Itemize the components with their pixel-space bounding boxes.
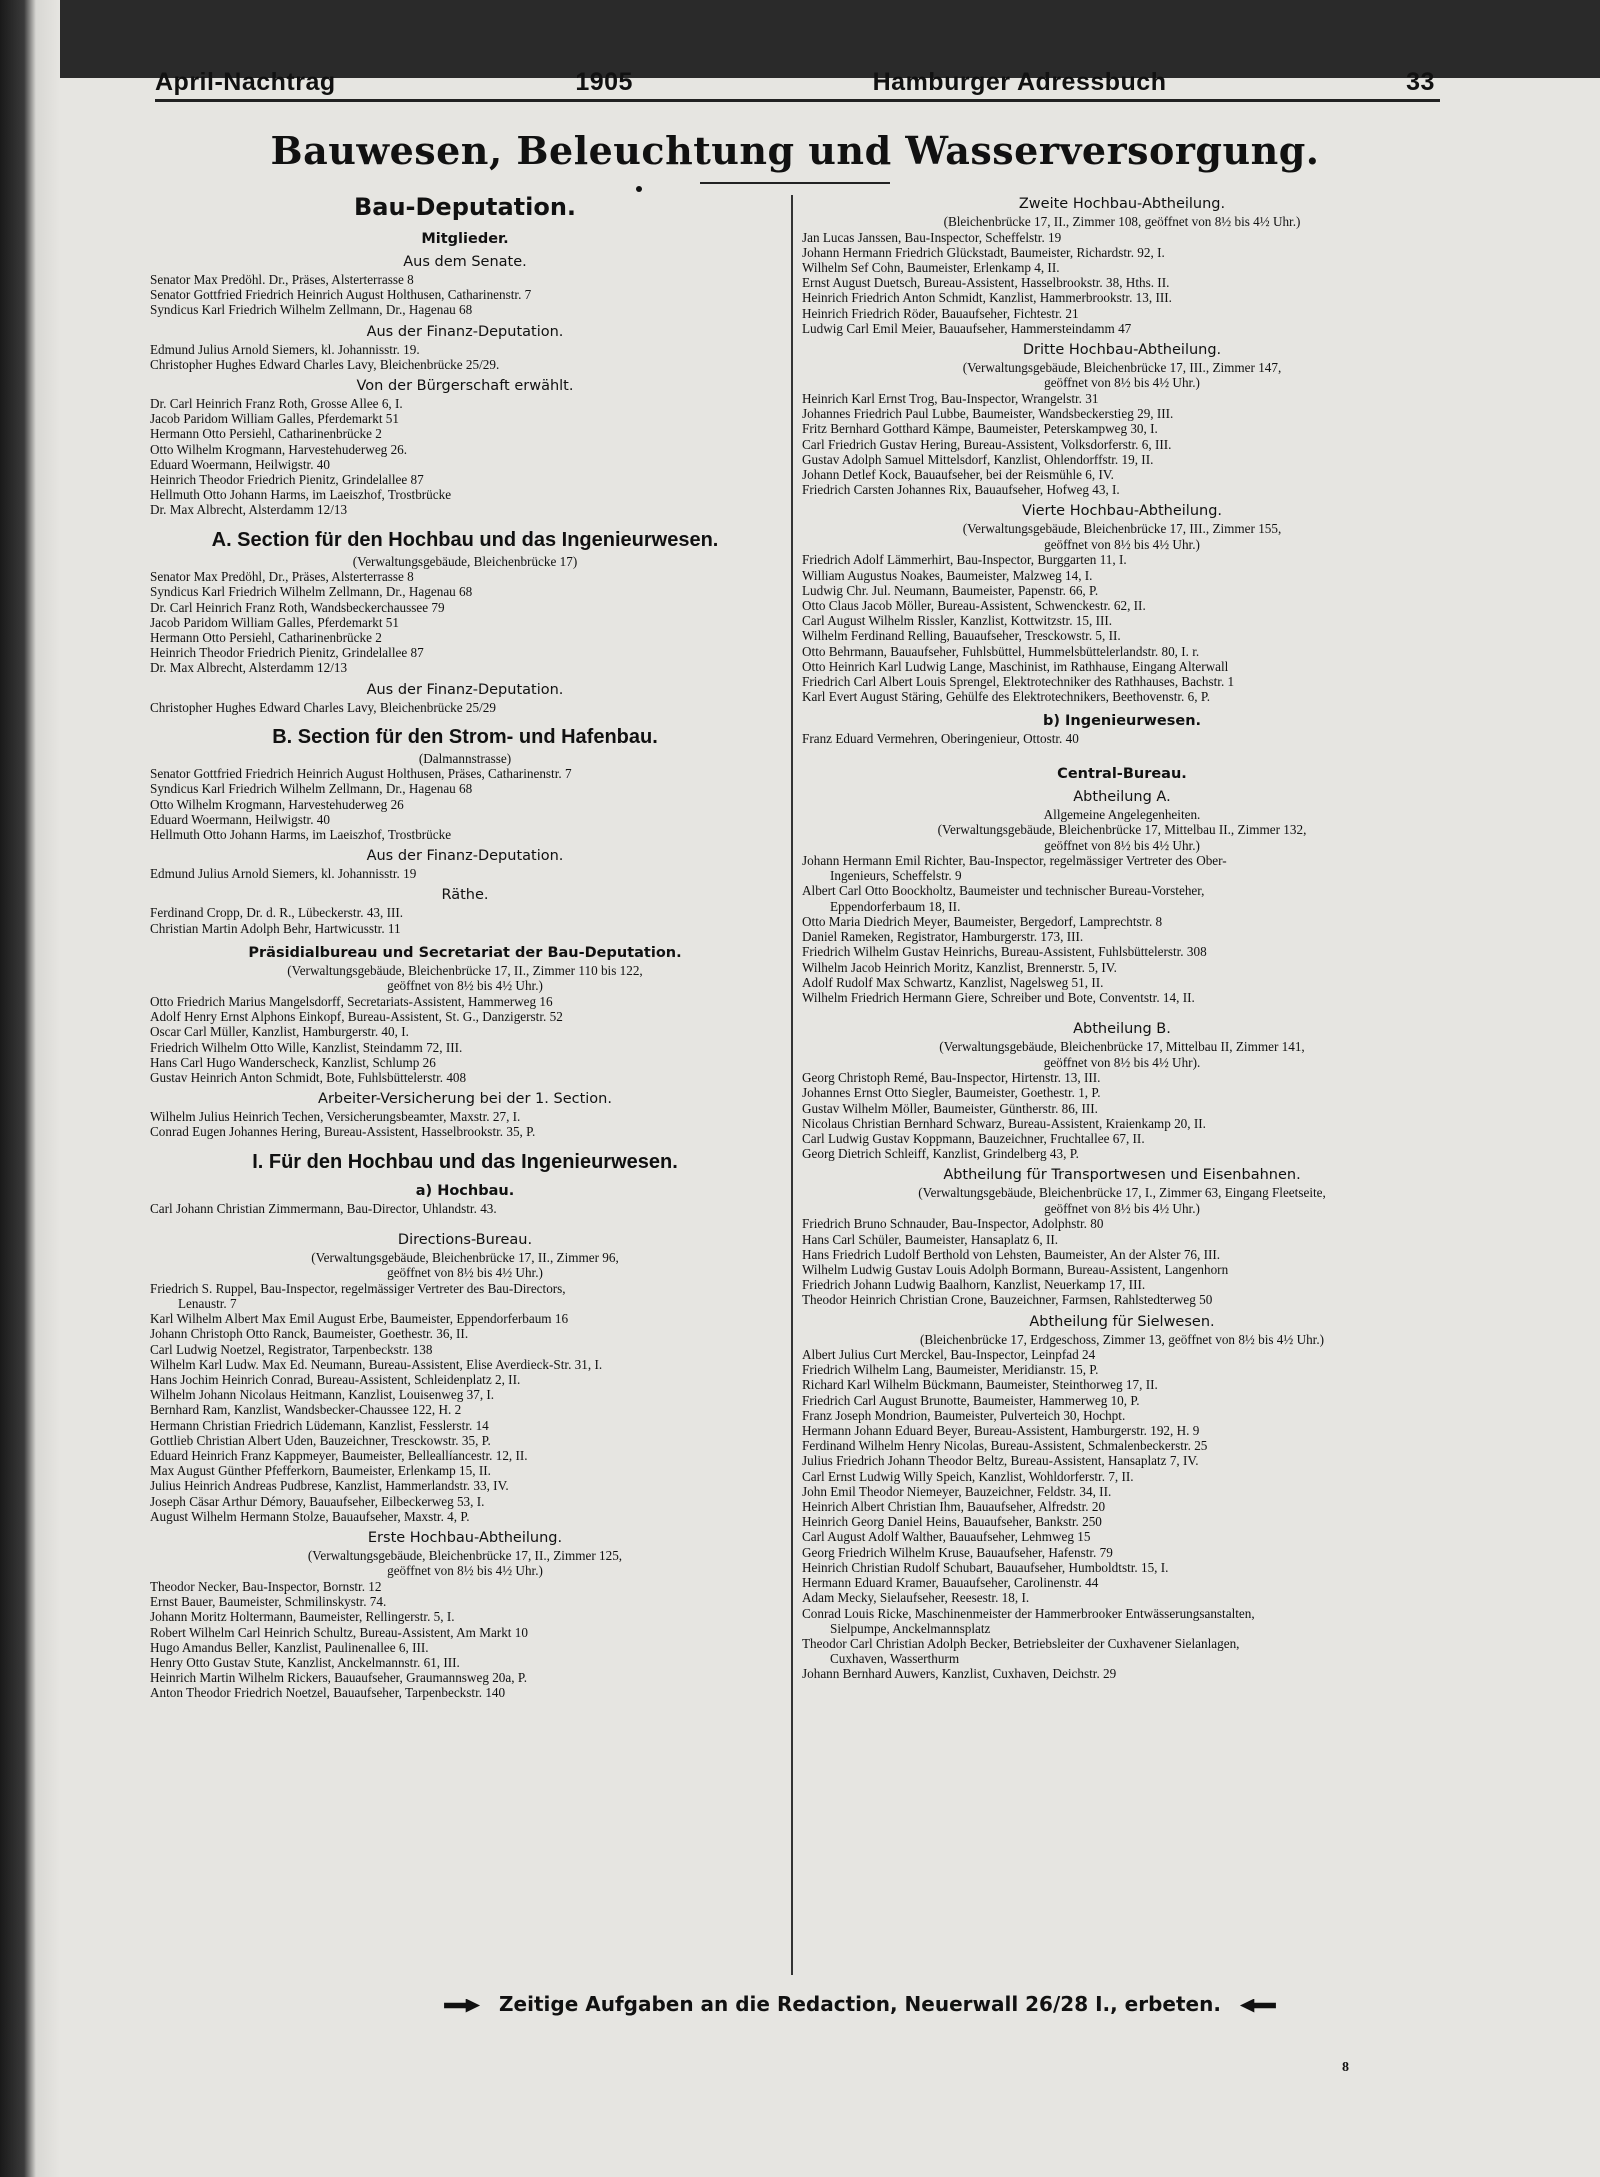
directory-entry: Otto Wilhelm Krogmann, Harvestehuderweg 26. xyxy=(150,441,408,457)
subsection-heading: Abtheilung für Sielwesen. xyxy=(1029,1313,1215,1330)
directory-entry: Hans Friedrich Ludolf Berthold von Lehsten, Baumeister, An der Alster 76, III. xyxy=(802,1246,1221,1262)
directory-entry: Carl August Wilhelm Rissler, Kanzlist, Kottwitzstr. 15, III. xyxy=(802,613,1113,629)
section-note: (Verwaltungsgebäude, Bleichenbrücke 17, I., Zimmer 63, Eingang Fleetseite, xyxy=(918,1185,1326,1201)
directory-entry-continuation: Ingenieurs, Scheffelstr. 9 xyxy=(830,868,962,884)
directory-entry: Otto Friedrich Marius Mangelsdorff, Secretariats-Assistent, Hammerweg 16 xyxy=(150,993,553,1009)
directory-entry: Hermann Eduard Kramer, Bauaufseher, Carolinenstr. 44 xyxy=(802,1575,1099,1591)
directory-entry: Hellmuth Otto Johann Harms, im Laeiszhof, Trostbrücke xyxy=(150,487,452,503)
section-note: (Verwaltungsgebäude, Bleichenbrücke 17, Mittelbau II., Zimmer 132, xyxy=(937,822,1307,838)
directory-entry: Friedrich Bruno Schnauder, Bau-Inspector, Adolphstr. 80 xyxy=(802,1216,1104,1232)
directory-entry: Heinrich Georg Daniel Heins, Bauaufseher, Bankstr. 250 xyxy=(802,1514,1102,1530)
directory-entry: Georg Friedrich Wilhelm Kruse, Bauaufseher, Hafenstr. 79 xyxy=(802,1544,1113,1560)
directory-entry: Johann Bernhard Auwers, Kanzlist, Cuxhaven, Deichstr. 29 xyxy=(802,1666,1117,1682)
directory-entry: Hermann Otto Persiehl, Catharinenbrücke 2 xyxy=(150,426,382,442)
directory-entry: Senator Max Predöhl, Dr., Präses, Alsterterrasse 8 xyxy=(150,569,414,585)
section-note: geöffnet von 8½ bis 4½ Uhr.) xyxy=(387,1563,543,1579)
directory-entry: Conrad Eugen Johannes Hering, Bureau-Assistent, Hasselbrookstr. 35, P. xyxy=(150,1124,536,1140)
page-number: 8 xyxy=(1342,2060,1349,2075)
directory-entry: Hans Carl Hugo Wanderscheck, Kanzlist, Schlump 26 xyxy=(150,1054,436,1070)
directory-entry: Senator Gottfried Friedrich Heinrich August Holthusen, Catharinenstr. 7 xyxy=(150,287,532,303)
directory-entry: Carl Ludwig Gustav Koppmann, Bauzeichner, Fruchtallee 67, II. xyxy=(802,1130,1145,1146)
header-year: 1905 xyxy=(575,68,633,96)
directory-entry: Friedrich Wilhelm Otto Wille, Kanzlist, Steindamm 72, III. xyxy=(150,1039,463,1055)
spacer xyxy=(802,747,1442,757)
section-note: geöffnet von 8½ bis 4½ Uhr.) xyxy=(387,978,543,994)
section-heading: A. Section für den Hochbau und das Ingenieurwesen. xyxy=(211,528,719,551)
subsection-heading: Abtheilung für Transportwesen und Eisenbahnen. xyxy=(943,1167,1301,1184)
subsection-heading: Aus der Finanz-Deputation. xyxy=(366,848,564,865)
directory-entry: Richard Karl Wilhelm Bückmann, Baumeister, Steinthorweg 17, II. xyxy=(802,1377,1158,1393)
directory-entry: Wilhelm Karl Ludw. Max Ed. Neumann, Bureau-Assistent, Elise Averdieck-Str. 31, I. xyxy=(150,1356,603,1372)
directory-entry: Friedrich Adolf Lämmerhirt, Bau-Inspector, Burggarten 11, I. xyxy=(802,552,1127,568)
directory-entry: Johann Hermann Friedrich Glückstadt, Baumeister, Richardstr. 92, I. xyxy=(802,244,1165,260)
directory-entry: Ferdinand Cropp, Dr. d. R., Lübeckerstr. 43, III. xyxy=(150,905,404,921)
directory-entry: Eduard Woermann, Heilwigstr. 40 xyxy=(150,456,330,472)
directory-entry: Albert Julius Curt Merckel, Bau-Inspector, Leinpfad 24 xyxy=(802,1347,1096,1363)
directory-entry: Heinrich Theodor Friedrich Pienitz, Grindelallee 87 xyxy=(150,472,424,488)
subsection-heading: Central-Bureau. xyxy=(1057,765,1187,782)
directory-entry: Ludwig Chr. Jul. Neumann, Baumeister, Papenstr. 66, P. xyxy=(802,582,1099,598)
directory-entry: Dr. Max Albrecht, Alsterdamm 12/13 xyxy=(150,502,348,518)
directory-entry: Otto Maria Diedrich Meyer, Baumeister, Bergedorf, Lamprechtstr. 8 xyxy=(802,913,1163,929)
directory-entry: Johannes Friedrich Paul Lubbe, Baumeister, Wandsbeckerstieg 29, III. xyxy=(802,406,1174,422)
subsection-heading: Abtheilung A. xyxy=(1073,788,1171,805)
subsection-heading: Von der Bürgerschaft erwählt. xyxy=(356,378,574,395)
directory-entry: Johann Christoph Otto Ranck, Baumeister, Goethestr. 36, II. xyxy=(150,1326,469,1342)
section-note: (Verwaltungsgebäude, Bleichenbrücke 17, II., Zimmer 110 bis 122, xyxy=(287,962,643,978)
directory-entry: Hermann Christian Friedrich Lüdemann, Kanzlist, Fesslerstr. 14 xyxy=(150,1417,489,1433)
directory-entry: Carl Ludwig Noetzel, Registrator, Tarpenbeckstr. 138 xyxy=(150,1341,433,1357)
directory-entry: Dr. Carl Heinrich Franz Roth, Grosse Allee 6, I. xyxy=(150,396,403,412)
header-page-number: 33 xyxy=(1406,68,1435,96)
directory-entry: John Emil Theodor Niemeyer, Bauzeichner, Feldstr. 34, II. xyxy=(802,1483,1112,1499)
directory-entry: Theodor Heinrich Christian Crone, Bauzeichner, Farmsen, Rahlstedterweg 50 xyxy=(802,1292,1213,1308)
directory-entry: Wilhelm Jacob Heinrich Moritz, Kanzlist, Brennerstr. 5, IV. xyxy=(802,959,1117,975)
directory-entry: Friedrich Carl Albert Louis Sprengel, Elektrotechniker des Rathhauses, Bachstr. 1 xyxy=(802,673,1235,689)
directory-entry: Albert Carl Otto Boockholtz, Baumeister und technischer Bureau-Vorsteher, xyxy=(802,883,1205,899)
subsection-heading: Räthe. xyxy=(441,887,489,904)
directory-entry: Syndicus Karl Friedrich Wilhelm Zellmann, Dr., Hagenau 68 xyxy=(150,781,473,797)
directory-entry: Heinrich Karl Ernst Trog, Bau-Inspector, Wrangelstr. 31 xyxy=(802,390,1099,406)
directory-entry-continuation: Eppendorferbaum 18, II. xyxy=(830,898,961,914)
directory-entry: Hugo Amandus Beller, Kanzlist, Paulinenallee 6, III. xyxy=(150,1639,429,1655)
directory-entry: Franz Joseph Mondrion, Baumeister, Pulverteich 30, Hochpt. xyxy=(802,1407,1126,1423)
directory-entry: Julius Friedrich Johann Theodor Beltz, Bureau-Assistent, Hansaplatz 7, IV. xyxy=(802,1453,1199,1469)
directory-entry: Carl Johann Christian Zimmermann, Bau-Director, Uhlandstr. 43. xyxy=(150,1200,497,1216)
subsection-heading: Aus der Finanz-Deputation. xyxy=(366,323,564,340)
directory-entry: Edmund Julius Arnold Siemers, kl. Johannisstr. 19. xyxy=(150,341,420,357)
directory-entry: Friedrich S. Ruppel, Bau-Inspector, regelmässiger Vertreter des Bau-Directors, xyxy=(150,1280,566,1296)
directory-entry: Hermann Johann Eduard Beyer, Bureau-Assistent, Hamburgerstr. 192, H. 9 xyxy=(802,1423,1200,1439)
directory-entry: Otto Behrmann, Bauaufseher, Fuhlsbüttel, Hummelsbüttelerlandstr. 80, I. r. xyxy=(802,643,1200,659)
directory-entry: Eduard Heinrich Franz Kappmeyer, Baumeister, Belleallíancestr. 12, II. xyxy=(150,1447,528,1463)
directory-entry: Jacob Paridom William Galles, Pferdemarkt 51 xyxy=(150,614,399,630)
directory-entry: William Augustus Noakes, Baumeister, Malzweg 14, I. xyxy=(802,567,1093,583)
directory-entry: Johann Hermann Emil Richter, Bau-Inspector, regelmässiger Vertreter des Ober- xyxy=(802,853,1227,869)
directory-entry: Nicolaus Christian Bernhard Schwarz, Bureau-Assistent, Kraienkamp 20, II. xyxy=(802,1115,1206,1131)
subsection-heading: b) Ingenieurwesen. xyxy=(1042,713,1202,730)
directory-entry: Georg Dietrich Schleiff, Kanzlist, Grindelberg 43, P. xyxy=(802,1146,1079,1162)
directory-entry: Daniel Rameken, Registrator, Hamburgerstr. 173, III. xyxy=(802,929,1084,945)
subsection-heading: Aus der Finanz-Deputation. xyxy=(366,681,564,698)
directory-entry: Joseph Cäsar Arthur Démory, Bauaufseher, Eilbeckerweg 53, I. xyxy=(150,1493,485,1509)
subsection-heading: Vierte Hochbau-Abtheilung. xyxy=(1021,503,1223,520)
directory-entry: Wilhelm Julius Heinrich Techen, Versicherungsbeamter, Maxstr. 27, I. xyxy=(150,1109,521,1125)
directory-entry: Johann Moritz Holtermann, Baumeister, Rellingerstr. 5, I. xyxy=(150,1609,455,1625)
subsection-heading: a) Hochbau. xyxy=(415,1182,515,1199)
directory-entry: Carl Ernst Ludwig Willy Speich, Kanzlist, Wohldorferstr. 7, II. xyxy=(802,1468,1134,1484)
directory-entry: Heinrich Friedrich Anton Schmidt, Kanzlist, Hammerbrookstr. 13, III. xyxy=(802,290,1172,306)
section-note: geöffnet von 8½ bis 4½ Uhr.) xyxy=(1044,837,1200,853)
directory-entry: Georg Christoph Remé, Bau-Inspector, Hirtenstr. 13, III. xyxy=(802,1070,1101,1086)
left-column xyxy=(150,190,780,1701)
directory-entry: Heinrich Martin Wilhelm Rickers, Bauaufseher, Graumannsweg 20a, P. xyxy=(150,1670,528,1686)
directory-entry: Christian Martin Adolph Behr, Hartwicusstr. 11 xyxy=(150,920,401,936)
directory-entry: Wilhelm Friedrich Hermann Giere, Schreiber und Bote, Conventstr. 14, II. xyxy=(802,989,1195,1005)
directory-entry: Hellmuth Otto Johann Harms, im Laeiszhof, Trostbrücke xyxy=(150,827,452,843)
directory-entry: Fritz Bernhard Gotthard Kämpe, Baumeister, Peterskampweg 30, I. xyxy=(802,421,1158,437)
section-note: geöffnet von 8½ bis 4½ Uhr.) xyxy=(1044,536,1200,552)
footer-text: Zeitige Aufgaben an die Redaction, Neuerwall 26/28 I., erbeten. xyxy=(499,1992,1221,2016)
section-note: geöffnet von 8½ bis 4½ Uhr.) xyxy=(387,1265,543,1281)
directory-entry: Jacob Paridom William Galles, Pferdemarkt 51 xyxy=(150,411,399,427)
directory-entry: Friedrich Carl August Brunotte, Baumeister, Hammerweg 10, P. xyxy=(802,1392,1140,1408)
directory-entry: Franz Eduard Vermehren, Oberingenieur, Ottostr. 40 xyxy=(802,731,1079,747)
directory-entry: Otto Wilhelm Krogmann, Harvestehuderweg 26 xyxy=(150,796,404,812)
directory-entry: Gustav Adolph Samuel Mittelsdorf, Kanzlist, Ohlendorffstr. 19, II. xyxy=(802,451,1154,467)
directory-entry: Heinrich Friedrich Röder, Bauaufseher, Fichtestr. 21 xyxy=(802,305,1079,321)
section-note: geöffnet von 8½ bis 4½ Uhr). xyxy=(1043,1054,1201,1070)
header-rule xyxy=(155,99,1440,102)
book-spine-shadow xyxy=(0,0,60,2177)
subsection-heading: Präsidialbureau und Secretariat der Bau-Deputation. xyxy=(248,944,682,961)
directory-entry: Dr. Carl Heinrich Franz Roth, Wandsbeckerchaussee 79 xyxy=(150,599,445,615)
section-heading: B. Section für den Strom- und Hafenbau. xyxy=(272,725,658,748)
directory-entry: Conrad Louis Ricke, Maschinenmeister der Hammerbrooker Entwässerungsanstalten, xyxy=(802,1605,1255,1621)
directory-entry: Hans Jochim Heinrich Conrad, Bureau-Assistent, Schleidenplatz 2, II. xyxy=(150,1371,521,1387)
subsection-heading: Directions-Bureau. xyxy=(397,1231,533,1248)
directory-entry: Henry Otto Gustav Stute, Kanzlist, Anckelmannstr. 61, III. xyxy=(150,1654,460,1670)
directory-entry: Hans Carl Schüler, Baumeister, Hansaplatz 6, II. xyxy=(802,1231,1059,1247)
section-note: (Bleichenbrücke 17, Erdgeschoss, Zimmer 13, geöffnet von 8½ bis 4½ Uhr.) xyxy=(919,1331,1325,1347)
directory-entry: Oscar Carl Müller, Kanzlist, Hamburgerstr. 40, I. xyxy=(150,1024,409,1040)
subsection-heading: Aus dem Senate. xyxy=(403,254,527,270)
directory-entry: Carl Friedrich Gustav Hering, Bureau-Assistent, Volksdorferstr. 6, III. xyxy=(802,436,1172,452)
directory-entry: Friedrich Wilhelm Gustav Heinrichs, Bureau-Assistent, Fuhlsbüttelerstr. 308 xyxy=(802,944,1207,960)
subsection-heading: Dritte Hochbau-Abtheilung. xyxy=(1022,341,1222,358)
subsection-heading: Arbeiter-Versicherung bei der 1. Section. xyxy=(318,1091,612,1108)
directory-entry: Christopher Hughes Edward Charles Lavy, Bleichenbrücke 25/29. xyxy=(150,356,500,372)
directory-entry: Wilhelm Johann Nicolaus Heitmann, Kanzlist, Louisenweg 37, I. xyxy=(150,1387,495,1403)
section-note: (Verwaltungsgebäude, Bleichenbrücke 17, II., Zimmer 125, xyxy=(307,1547,623,1563)
directory-entry: Senator Max Predöhl. Dr., Präses, Alsterterrasse 8 xyxy=(150,272,414,287)
spacer xyxy=(150,1216,780,1226)
directory-entry: Ferdinand Wilhelm Henry Nicolas, Bureau-Assistent, Schmalenbeckerstr. 25 xyxy=(802,1438,1208,1454)
directory-entry: Adolf Henry Ernst Alphons Einkopf, Bureau-Assistent, St. G., Danzigerstr. 52 xyxy=(150,1009,563,1025)
directory-entry: Senator Gottfried Friedrich Heinrich August Holthusen, Präses, Catharinenstr. 7 xyxy=(150,766,572,782)
title-rule xyxy=(700,182,890,184)
directory-entry: Gottlieb Christian Albert Uden, Bauzeichner, Tresckowstr. 35, P. xyxy=(150,1432,491,1448)
page-title: Bauwesen, Beleuchtung und Wasserversorgung. xyxy=(270,128,1320,173)
section-note: geöffnet von 8½ bis 4½ Uhr.) xyxy=(1044,375,1200,391)
directory-entry: Karl Evert August Stäring, Gehülfe des Elektrotechnikers, Beethovenstr. 6, P. xyxy=(802,689,1210,705)
directory-entry: Friedrich Johann Ludwig Baalhorn, Kanzlist, Neuerkamp 17, III. xyxy=(802,1277,1146,1293)
subsection-heading: Mitglieder. xyxy=(421,231,509,247)
section-note: (Verwaltungsgebäude, Bleichenbrücke 17, III., Zimmer 147, xyxy=(962,359,1282,375)
directory-entry: Otto Heinrich Karl Ludwig Lange, Maschinist, im Rathhause, Eingang Alterwall xyxy=(802,658,1229,674)
subsection-heading: Abtheilung B. xyxy=(1073,1021,1171,1038)
directory-entry: Jan Lucas Janssen, Bau-Inspector, Scheffelstr. 19 xyxy=(802,229,1062,245)
directory-entry: Bernhard Ram, Kanzlist, Wandsbecker-Chaussee 122, H. 2 xyxy=(150,1402,462,1418)
directory-entry: Theodor Necker, Bau-Inspector, Bornstr. 12 xyxy=(150,1578,382,1594)
directory-entry: Julius Heinrich Andreas Pudbrese, Kanzlist, Hammerlandstr. 33, IV. xyxy=(150,1478,509,1494)
section-note: (Verwaltungsgebäude, Bleichenbrücke 17) xyxy=(352,553,578,569)
section-note: (Verwaltungsgebäude, Bleichenbrücke 17, II., Zimmer 96, xyxy=(311,1249,619,1265)
directory-entry: Johannes Ernst Otto Siegler, Baumeister, Goethestr. 1, P. xyxy=(802,1085,1101,1101)
directory-entry: Adolf Rudolf Max Schwartz, Kanzlist, Nagelsweg 51, II. xyxy=(802,974,1104,990)
directory-entry: Ernst August Duetsch, Bureau-Assistent, Hasselbrookstr. 38, Hths. II. xyxy=(802,275,1170,291)
section-note: geöffnet von 8½ bis 4½ Uhr.) xyxy=(1044,1200,1200,1216)
directory-entry: Syndicus Karl Friedrich Wilhelm Zellmann, Dr., Hagenau 68 xyxy=(150,584,473,600)
directory-entry: Heinrich Christian Rudolf Schubart, Bauaufseher, Humboldtstr. 15, I. xyxy=(802,1559,1169,1575)
directory-entry: Karl Wilhelm Albert Max Emil August Erbe, Baumeister, Eppendorferbaum 16 xyxy=(150,1311,569,1327)
directory-entry: Carl August Adolf Walther, Bauaufseher, Lehmweg 15 xyxy=(802,1529,1091,1545)
section-heading: I. Für den Hochbau und das Ingenieurwesen. xyxy=(252,1150,678,1173)
directory-entry: Eduard Woermann, Heilwigstr. 40 xyxy=(150,811,330,827)
directory-entry: Gustav Heinrich Anton Schmidt, Bote, Fuhlsbüttelerstr. 408 xyxy=(150,1069,467,1085)
directory-entry: Hermann Otto Persiehl, Catharinenbrücke 2 xyxy=(150,629,382,645)
footer-notice xyxy=(360,1992,1360,2016)
directory-entry: Ludwig Carl Emil Meier, Bauaufseher, Hammersteindamm 47 xyxy=(802,320,1132,336)
directory-entry: Dr. Max Albrecht, Alsterdamm 12/13 xyxy=(150,660,348,676)
section-note: Allgemeine Angelegenheiten. xyxy=(1043,806,1201,822)
directory-entry-continuation: Sielpumpe, Anckelmannsplatz xyxy=(830,1620,991,1636)
directory-entry: Adam Mecky, Sielaufseher, Reesestr. 18, I. xyxy=(802,1590,1030,1606)
directory-entry: August Wilhelm Hermann Stolze, Bauaufseher, Maxstr. 4, P. xyxy=(150,1508,470,1524)
pointing-hand-icon xyxy=(444,1999,480,2013)
header-left: April-Nachtrag xyxy=(155,68,336,96)
subsection-heading: Erste Hochbau-Abtheilung. xyxy=(367,1529,563,1546)
column-divider xyxy=(791,195,793,1975)
subsection-heading: Zweite Hochbau-Abtheilung. xyxy=(1018,196,1226,212)
directory-entry: Christopher Hughes Edward Charles Lavy, Bleichenbrücke 25/29 xyxy=(150,699,496,715)
section-note: (Verwaltungsgebäude, Bleichenbrücke 17, Mittelbau II, Zimmer 141, xyxy=(939,1039,1305,1055)
directory-entry: Wilhelm Sef Cohn, Baumeister, Erlenkamp 4, II. xyxy=(802,259,1060,275)
section-note: (Dalmannstrasse) xyxy=(418,750,512,766)
directory-entry: Friedrich Wilhelm Lang, Baumeister, Meridianstr. 15, P. xyxy=(802,1362,1099,1378)
directory-entry: Gustav Wilhelm Möller, Baumeister, Güntherstr. 86, III. xyxy=(802,1100,1098,1116)
directory-entry: Wilhelm Ludwig Gustav Louis Adolph Bormann, Bureau-Assistent, Langenhorn xyxy=(802,1261,1229,1277)
directory-entry: Edmund Julius Arnold Siemers, kl. Johannisstr. 19 xyxy=(150,866,417,882)
directory-entry: Theodor Carl Christian Adolph Becker, Betriebsleiter der Cuxhavener Sielanlagen, xyxy=(802,1635,1240,1651)
directory-entry: Robert Wilhelm Carl Heinrich Schultz, Bureau-Assistent, Am Markt 10 xyxy=(150,1624,528,1640)
directory-entry-continuation: Lenaustr. 7 xyxy=(178,1295,237,1311)
directory-entry: Wilhelm Ferdinand Relling, Bauaufseher, Tresckowstr. 5, II. xyxy=(802,628,1121,644)
directory-entry: Ernst Bauer, Baumeister, Schmilinskystr. 74. xyxy=(150,1594,387,1610)
directory-entry: Heinrich Albert Christian Ihm, Bauaufseher, Alfredstr. 20 xyxy=(802,1499,1106,1515)
directory-entry-continuation: Cuxhaven, Wasserthurm xyxy=(830,1651,960,1667)
directory-entry: Syndicus Karl Friedrich Wilhelm Zellmann, Dr., Hagenau 68 xyxy=(150,302,473,318)
section-heading: Bau-Deputation. xyxy=(353,193,577,221)
running-header xyxy=(155,57,1435,97)
pointing-hand-icon xyxy=(1240,1999,1276,2013)
section-note: (Bleichenbrücke 17, II., Zimmer 108, geöffnet von 8½ bis 4½ Uhr.) xyxy=(943,214,1301,229)
directory-entry: Heinrich Theodor Friedrich Pienitz, Grindelallee 87 xyxy=(150,645,424,661)
directory-entry: Friedrich Carsten Johannes Rix, Bauaufseher, Hofweg 43, I. xyxy=(802,482,1120,498)
spacer xyxy=(802,1005,1442,1015)
section-note: (Verwaltungsgebäude, Bleichenbrücke 17, III., Zimmer 155, xyxy=(962,521,1282,537)
directory-entry: Max August Günther Pfefferkorn, Baumeister, Erlenkamp 15, II. xyxy=(150,1463,491,1479)
directory-entry: Otto Claus Jacob Möller, Bureau-Assistent, Schwenckestr. 62, II. xyxy=(802,597,1146,613)
header-book: Hamburger Adressbuch xyxy=(872,68,1167,96)
directory-entry: Johann Detlef Kock, Bauaufseher, bei der Reismühle 6, IV. xyxy=(802,466,1114,482)
right-column xyxy=(802,190,1442,1682)
directory-entry: Anton Theodor Friedrich Noetzel, Bauaufseher, Tarpenbeckstr. 140 xyxy=(150,1685,506,1701)
